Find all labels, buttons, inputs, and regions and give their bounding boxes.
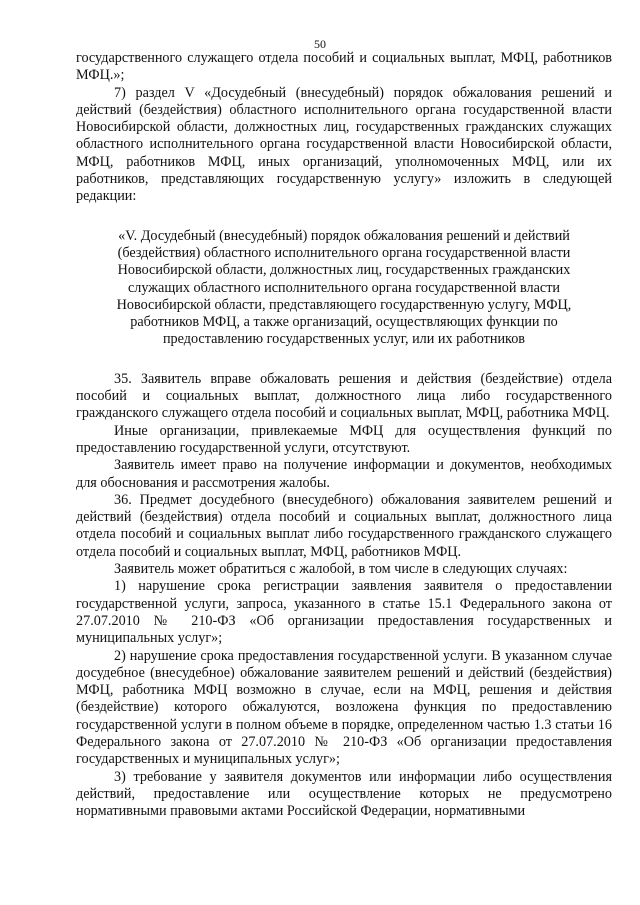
paragraphs-before [76,50,612,206]
paragraph: Заявитель имеет право на получение информации и документов, необходимых для обоснования и рассмотрения жалобы. [76,457,612,491]
paragraph: Заявитель может обратиться с жалобой, в том числе в следующих случаях: [114,561,568,578]
paragraph: государственного служащего отдела пособий и социальных выплат, МФЦ, работников МФЦ.»; [76,50,612,84]
paragraph: 3) требование у заявителя документов или информации либо осуществления действий, предоставление или осуществление которых не предусмотрено нормативными правовыми актами Российской Федерации, нормативными [76,768,612,820]
paragraph: 7) раздел V «Досудебный (внесудебный) порядок обжалования решений и действий (бездействия) областного исполнительного органа государственной власти Новосибирской области, должностных лиц, государственных гражданских служащих областного исполнительного органа государственной власти Новосибирской области, МФЦ, работников МФЦ, иных организаций, уполномоченных МФЦ, или их работников, представляющих государственную услугу» изложить в следующей редакции: [76,84,612,205]
paragraph: 2) нарушение срока предоставления государственной услуги. В указанном случае досудебное (внесудебное) обжалование заявителем решений и действий (бездействия) МФЦ, работника МФЦ возможно в случае, если на МФЦ, решения и действия (бездействие) которого обжалуются, возложена функция по предоставлению государственной услуги в полном объеме в порядке, определенном частью 1.3 статьи 16 Федерального закона от 27.07.2010 № 210-ФЗ «Об организации предоставления государственных и муниципальных услуг»; [76,647,612,768]
paragraph: 35. Заявитель вправе обжаловать решения и действия (бездействие) отдела пособий и социальных выплат, должностного лица либо государственного гражданского служащего отдела пособий и социальных выплат, МФЦ, работника МФЦ. [76,370,612,422]
section-heading: «V. Досудебный (внесудебный) порядок обжалования решений и действий (бездействия) областного исполнительного органа государственной власти Новосибирской области, должностных лиц, государственных гражданских служащих областного исполнительного органа государственной власти Новосибирской области, представляющего государственную услугу, МФЦ, работников МФЦ, а также организаций, осуществляющих функции по предоставлению государственных услуг, или их работников [116,227,572,348]
paragraph: Иные организации, привлекаемые МФЦ для осуществления функций по предоставлению государственной услуги, отсутствуют. [76,422,612,456]
paragraph: 36. Предмет досудебного (внесудебного) обжалования заявителем решений и действий (бездействия) отдела пособий и социальных выплат, должностного лица отдела пособий и социальных выплат либо государственного гражданского служащего отдела пособий и социальных выплат, МФЦ, работников МФЦ. [76,491,612,560]
paragraphs-after [76,371,612,821]
paragraph: 1) нарушение срока регистрации заявления заявителя о предоставлении государственной услуги, запроса, указанного в статье 15.1 Федерального закона от 27.07.2010 № 210-ФЗ «Об организации предоставления государственных и муниципальных услуг»; [76,578,612,647]
document-body [76,50,612,820]
page-number: 50 [314,37,326,51]
